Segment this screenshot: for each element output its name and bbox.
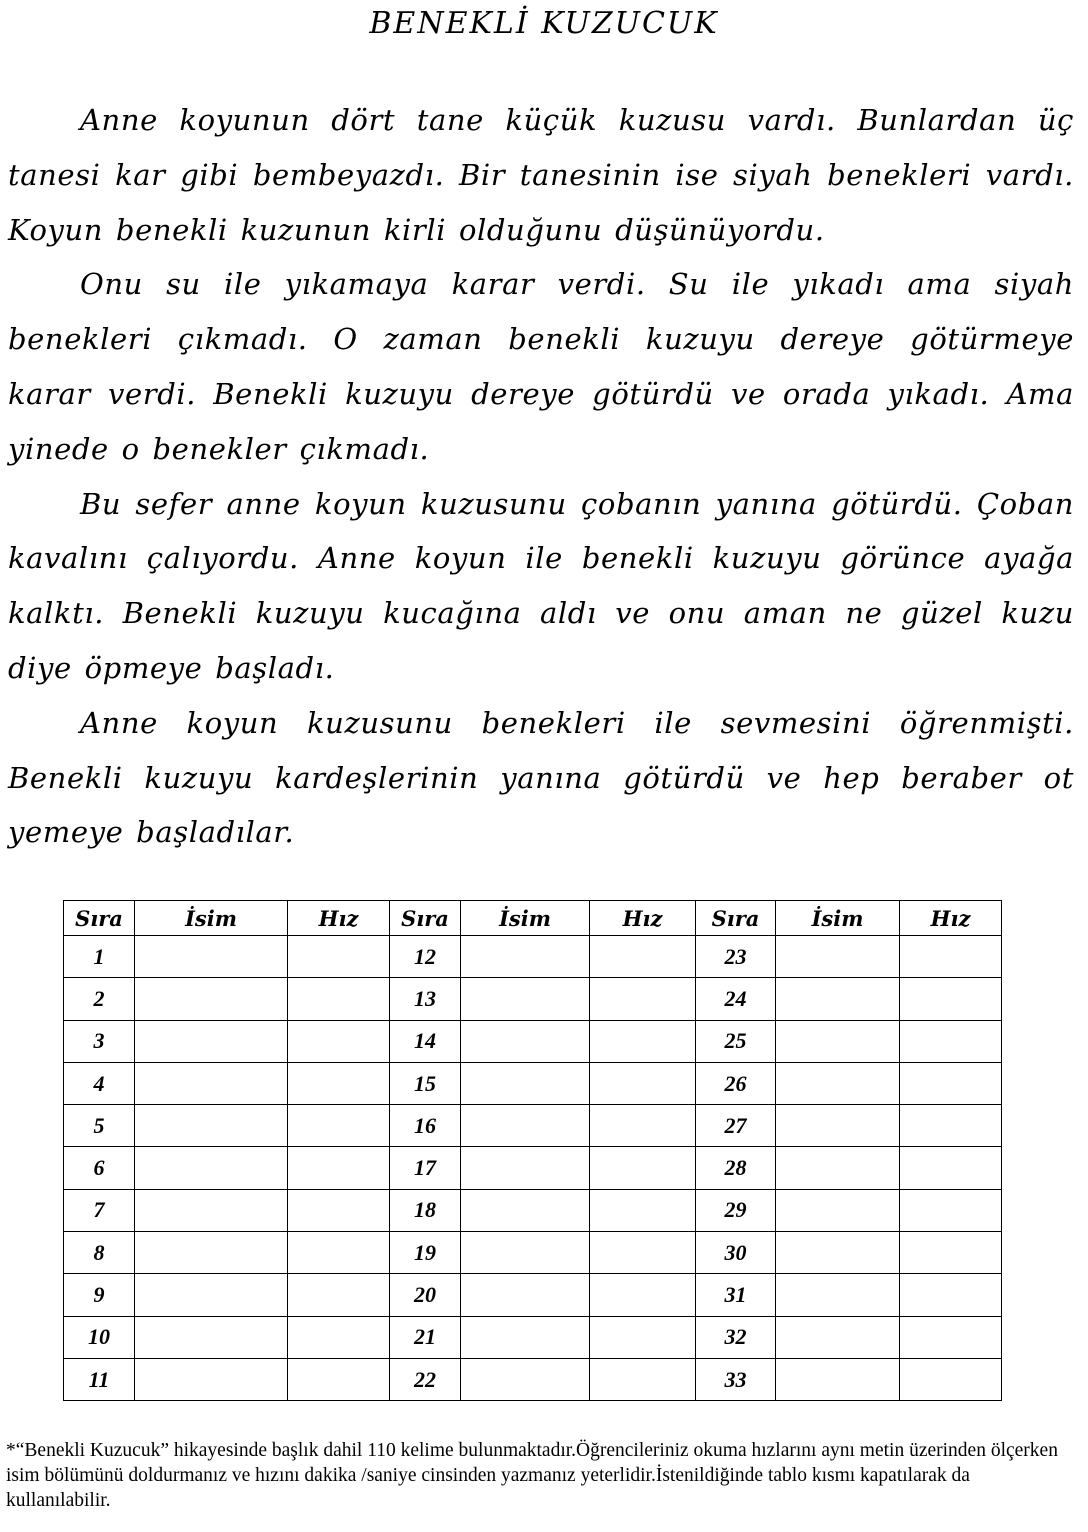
order-cell: 31 [696, 1274, 776, 1316]
column-header-name: İsim [135, 901, 288, 936]
footnote: *“Benekli Kuzucuk” hikayesinde başlık dahil 110 kelime bulunmaktadır.Öğrencileriniz okuma hızlarını aynı metin üzerinden ölçerken isim bölümünü doldurmanız ve hızını dakika /saniye cinsinden yazmanız yeterlidir.İstenildiğinde tablo kısmı kapatılarak da kullanılabilir. [6, 1440, 1058, 1511]
name-cell[interactable] [461, 1316, 590, 1358]
table-row [64, 1232, 1002, 1274]
name-cell[interactable] [776, 1274, 900, 1316]
order-cell: 19 [390, 1232, 461, 1274]
order-cell: 22 [390, 1358, 461, 1400]
name-cell[interactable] [776, 1358, 900, 1400]
name-cell[interactable] [461, 936, 590, 978]
speed-cell[interactable] [590, 1316, 696, 1358]
column-header-order: Sıra [64, 901, 135, 936]
name-cell[interactable] [461, 1358, 590, 1400]
reading-speed-table [63, 900, 1002, 1401]
speed-cell[interactable] [590, 1274, 696, 1316]
name-cell[interactable] [461, 1274, 590, 1316]
speed-cell[interactable] [900, 1062, 1002, 1104]
speed-cell[interactable] [288, 936, 390, 978]
order-cell: 3 [64, 1020, 135, 1062]
story-paragraph: Anne koyun kuzusunu benekleri ile sevmesini öğrenmişti. Benekli kuzuyu kardeşlerinin yanına götürdü ve hep beraber ot yemeye başladılar. [8, 705, 1074, 850]
name-cell[interactable] [135, 1105, 288, 1147]
name-cell[interactable] [135, 978, 288, 1020]
column-header-speed: Hız [900, 901, 1002, 936]
order-cell: 27 [696, 1105, 776, 1147]
speed-cell[interactable] [288, 978, 390, 1020]
name-cell[interactable] [461, 1105, 590, 1147]
order-cell: 26 [696, 1062, 776, 1104]
order-cell: 7 [64, 1189, 135, 1231]
table-row [64, 1358, 1002, 1400]
name-cell[interactable] [135, 1232, 288, 1274]
column-header-speed: Hız [288, 901, 390, 936]
column-header-name: İsim [461, 901, 590, 936]
table-row [64, 1062, 1002, 1104]
name-cell[interactable] [776, 1020, 900, 1062]
name-cell[interactable] [461, 1062, 590, 1104]
order-cell: 18 [390, 1189, 461, 1231]
speed-cell[interactable] [590, 936, 696, 978]
order-cell: 8 [64, 1232, 135, 1274]
name-cell[interactable] [776, 936, 900, 978]
table-row [64, 978, 1002, 1020]
order-cell: 16 [390, 1105, 461, 1147]
order-cell: 30 [696, 1232, 776, 1274]
name-cell[interactable] [776, 1232, 900, 1274]
order-cell: 29 [696, 1189, 776, 1231]
order-cell: 23 [696, 936, 776, 978]
order-cell: 12 [390, 936, 461, 978]
speed-cell[interactable] [288, 1105, 390, 1147]
speed-cell[interactable] [288, 1147, 390, 1189]
speed-cell[interactable] [900, 1316, 1002, 1358]
table-body [64, 936, 1002, 1401]
speed-cell[interactable] [288, 1062, 390, 1104]
speed-cell[interactable] [590, 1105, 696, 1147]
table-row [64, 1316, 1002, 1358]
speed-cell[interactable] [288, 1316, 390, 1358]
column-header-order: Sıra [390, 901, 461, 936]
order-cell: 1 [64, 936, 135, 978]
speed-cell[interactable] [900, 936, 1002, 978]
speed-cell[interactable] [590, 1062, 696, 1104]
order-cell: 11 [64, 1358, 135, 1400]
name-cell[interactable] [135, 1147, 288, 1189]
speed-cell[interactable] [288, 1358, 390, 1400]
order-cell: 9 [64, 1274, 135, 1316]
speed-cell[interactable] [900, 1232, 1002, 1274]
table-row [64, 1147, 1002, 1189]
speed-cell[interactable] [288, 1232, 390, 1274]
order-cell: 4 [64, 1062, 135, 1104]
speed-cell[interactable] [900, 978, 1002, 1020]
story-paragraph: Anne koyunun dört tane küçük kuzusu vardı. Bunlardan üç tanesi kar gibi bembeyazdı. Bir tanesinin ise siyah benekleri vardı. Koyun benekli kuzunun kirli olduğunu düşünüyordu. [8, 103, 1074, 247]
order-cell: 28 [696, 1147, 776, 1189]
speed-cell[interactable] [590, 978, 696, 1020]
speed-cell[interactable] [900, 1274, 1002, 1316]
name-cell[interactable] [135, 936, 288, 978]
speed-cell[interactable] [590, 1189, 696, 1231]
speed-cell[interactable] [900, 1020, 1002, 1062]
order-cell: 33 [696, 1358, 776, 1400]
name-cell[interactable] [776, 1062, 900, 1104]
table-header-row [64, 901, 1002, 936]
order-cell: 15 [390, 1062, 461, 1104]
order-cell: 10 [64, 1316, 135, 1358]
column-header-speed: Hız [590, 901, 696, 936]
order-cell: 32 [696, 1316, 776, 1358]
table-row [64, 1105, 1002, 1147]
name-cell[interactable] [776, 1316, 900, 1358]
story-paragraph: Onu su ile yıkamaya karar verdi. Su ile yıkadı ama siyah benekleri çıkmadı. O zaman benekli kuzuyu dereye götürmeye karar verdi. Benekli kuzuyu dereye götürdü ve orada yıkadı. Ama yinede o benekler çıkmadı. [8, 267, 1074, 466]
order-cell: 20 [390, 1274, 461, 1316]
order-cell: 14 [390, 1020, 461, 1062]
speed-cell[interactable] [288, 1274, 390, 1316]
name-cell[interactable] [135, 1316, 288, 1358]
name-cell[interactable] [461, 1147, 590, 1189]
name-cell[interactable] [776, 1147, 900, 1189]
speed-cell[interactable] [900, 1189, 1002, 1231]
name-cell[interactable] [461, 978, 590, 1020]
column-header-name: İsim [776, 901, 900, 936]
story-paragraph: Bu sefer anne koyun kuzusunu çobanın yanına götürdü. Çoban kavalını çalıyordu. Anne koyun ile benekli kuzuyu görünce ayağa kalktı. Benekli kuzuyu kucağına aldı ve onu aman ne güzel kuzu diye öpmeye başladı. [8, 486, 1074, 685]
order-cell: 24 [696, 978, 776, 1020]
speed-cell[interactable] [288, 1020, 390, 1062]
table-row [64, 936, 1002, 978]
speed-cell[interactable] [590, 1358, 696, 1400]
speed-cell[interactable] [288, 1189, 390, 1231]
name-cell[interactable] [776, 1189, 900, 1231]
speed-cell[interactable] [900, 1105, 1002, 1147]
order-cell: 5 [64, 1105, 135, 1147]
order-cell: 2 [64, 978, 135, 1020]
speed-cell[interactable] [590, 1147, 696, 1189]
name-cell[interactable] [135, 1020, 288, 1062]
order-cell: 25 [696, 1020, 776, 1062]
order-cell: 13 [390, 978, 461, 1020]
story-text [8, 93, 1074, 860]
order-cell: 21 [390, 1316, 461, 1358]
name-cell[interactable] [135, 1274, 288, 1316]
name-cell[interactable] [776, 978, 900, 1020]
table-row [64, 1189, 1002, 1231]
column-header-order: Sıra [696, 901, 776, 936]
name-cell[interactable] [776, 1105, 900, 1147]
name-cell[interactable] [461, 1232, 590, 1274]
order-cell: 6 [64, 1147, 135, 1189]
name-cell[interactable] [461, 1189, 590, 1231]
name-cell[interactable] [135, 1062, 288, 1104]
page-title: BENEKLİ KUZUCUK [369, 6, 719, 41]
name-cell[interactable] [135, 1189, 288, 1231]
name-cell[interactable] [135, 1358, 288, 1400]
speed-cell[interactable] [590, 1232, 696, 1274]
speed-cell[interactable] [900, 1358, 1002, 1400]
name-cell[interactable] [461, 1020, 590, 1062]
speed-cell[interactable] [590, 1020, 696, 1062]
speed-cell[interactable] [900, 1147, 1002, 1189]
order-cell: 17 [390, 1147, 461, 1189]
table-row [64, 1274, 1002, 1316]
table-row [64, 1020, 1002, 1062]
